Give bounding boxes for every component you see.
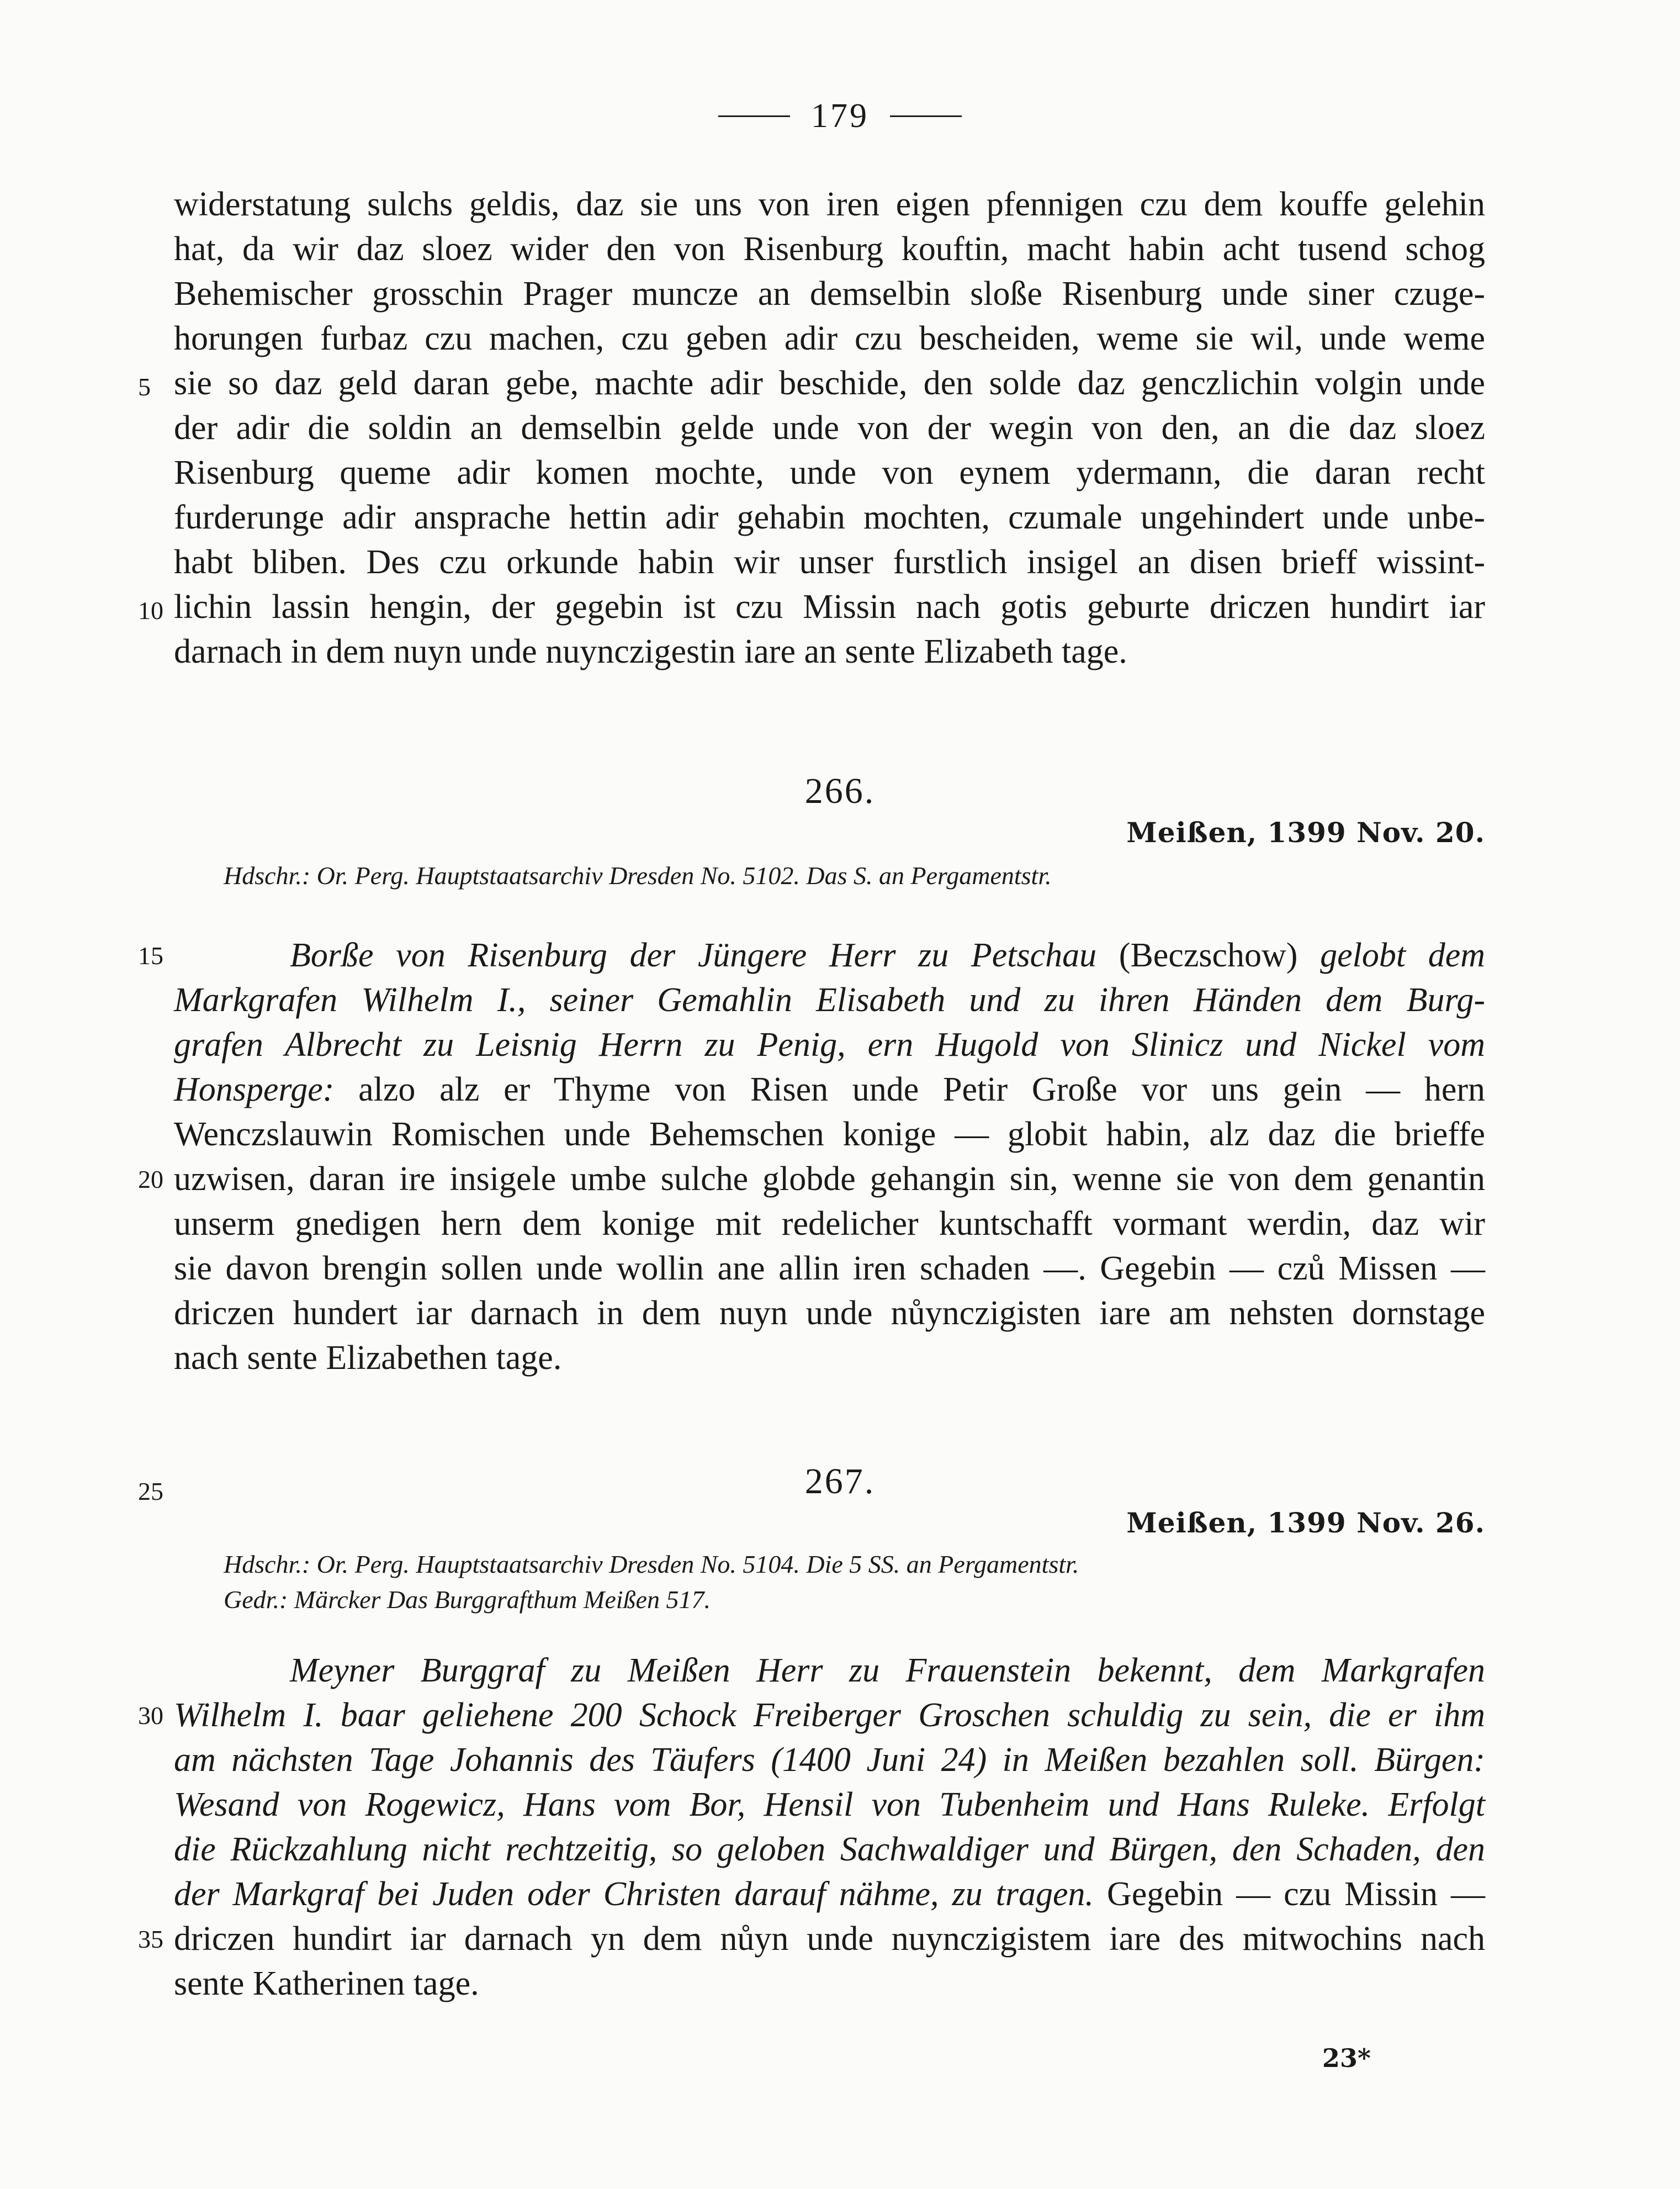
variant-name: (Beczschow): [1096, 937, 1321, 974]
text-line: [174, 933, 1485, 978]
regest-text: gelobt dem: [1320, 937, 1486, 974]
line-number-15: 15: [138, 942, 163, 970]
page-header: [0, 97, 1680, 141]
text-line: driczen hundert iar darnach in dem nuyn unde nůynczigisten iare am nehsten dornstage: [174, 1294, 1485, 1332]
text-line: habt bliben. Des czu orkunde habin wir unser furstlich insigel an disen brieff wissint-: [174, 543, 1485, 581]
dateline-267: Meißen, 1399 Nov. 26.: [1126, 1506, 1485, 1539]
regest-text: Borße von Risenburg der Jüngere Herr zu Petschau: [290, 937, 1097, 974]
signature-mark: 23*: [1322, 2043, 1371, 2073]
text-line: Meyner Burggraf zu Meißen Herr zu Frauenstein bekennt, dem Markgrafen: [290, 1652, 1485, 1689]
text-line: Risenburg queme adir komen mochte, unde von eynem ydermann, die daran recht: [174, 454, 1485, 491]
source-note-267: Hdschr.: Or. Perg. Hauptstaatsarchiv Dresden No. 5104. Die 5 SS. an Pergamentstr.: [224, 1550, 1079, 1578]
continuation-text: [174, 182, 1485, 674]
text-line: furderunge adir ansprache hettin adir gehabin mochten, czumale ungehindert unde unbe-: [174, 499, 1485, 536]
text-line: sie so daz geld daran gebe, machte adir beschide, den solde daz genczlichin volgin unde: [174, 364, 1485, 402]
text-line: [174, 1872, 1485, 1917]
text-line: uzwisen, daran ire insigele umbe sulche globde gehangin sin, wenne sie von dem genantin: [174, 1160, 1485, 1198]
header-rule-left: [718, 115, 790, 117]
text-line: sie davon brengin sollen unde wollin ane allin iren schaden —. Gegebin — czů Missen —: [174, 1250, 1485, 1287]
text-line: nach sente Elizabethen tage.: [174, 1339, 562, 1377]
text-line: grafen Albrecht zu Leisnig Herrn zu Penig, ern Hugold von Slinicz und Nickel vom: [174, 1026, 1485, 1064]
line-number-25: 25: [138, 1477, 163, 1505]
document-267-text: [174, 1648, 1485, 2006]
text-line: am nächsten Tage Johannis des Täufers (1400 Juni 24) in Meißen bezahlen soll. Bürgen:: [174, 1741, 1485, 1779]
line-number-30: 30: [138, 1701, 163, 1730]
document-266-text: [174, 933, 1485, 1381]
text-line: widerstatung sulchs geldis, daz sie uns von iren eigen pfennigen czu dem kouffe gelehin: [174, 186, 1485, 223]
text-line: horungen furbaz czu machen, czu geben adir czu bescheiden, weme sie wil, unde weme: [174, 320, 1485, 357]
text-line: die Rückzahlung nicht rechtzeitig, so geloben Sachwaldiger und Bürgen, den Schaden, den: [174, 1831, 1485, 1868]
line-number-5: 5: [138, 373, 151, 401]
document-number-266: 266.: [804, 771, 876, 811]
text-line: Wesand von Rogewicz, Hans vom Bor, Hensil von Tubenheim und Hans Ruleke. Erfolgt: [174, 1786, 1485, 1823]
text-line: Wilhelm I. baar geliehene 200 Schock Freiberger Groschen schuldig zu sein, die er ihm: [174, 1696, 1485, 1734]
line-number-10: 10: [138, 596, 163, 625]
dateline-266: Meißen, 1399 Nov. 20.: [1126, 816, 1485, 849]
charter-text: alzo alz er Thyme von Risen unde Petir Große vor uns gein — hern: [334, 1071, 1485, 1108]
line-number-20: 20: [138, 1165, 163, 1193]
regest-text: der Markgraf bei Juden oder Christen darauf nähme, zu tragen.: [174, 1875, 1094, 1913]
text-line: hat, da wir daz sloez wider den von Risenburg kouftin, macht habin acht tusend schog: [174, 230, 1485, 268]
page-number: 179: [811, 97, 869, 135]
text-line: unserm gnedigen hern dem konige mit redelicher kuntschafft vormant werdin, daz wir: [174, 1205, 1485, 1242]
print-note-267: Gedr.: Märcker Das Burggrafthum Meißen 517.: [224, 1585, 711, 1614]
text-line: lichin lassin hengin, der gegebin ist czu Missin nach gotis geburte driczen hundirt iar: [174, 588, 1485, 626]
text-line: Wenczslauwin Romischen unde Behemschen konige — globit habin, alz daz die brieffe: [174, 1115, 1485, 1153]
line-number-35: 35: [138, 1925, 163, 1953]
charter-text: Gegebin — czu Missin —: [1094, 1875, 1485, 1913]
text-line: Markgrafen Wilhelm I., seiner Gemahlin Elisabeth und zu ihren Händen dem Burg-: [174, 981, 1485, 1019]
text-line: Behemischer grosschin Prager muncze an demselbin sloße Risenburg unde siner czuge-: [174, 275, 1485, 313]
text-line: sente Katherinen tage.: [174, 1965, 479, 2002]
text-line: der adir die soldin an demselbin gelde unde von der wegin von den, an die daz sloez: [174, 409, 1485, 447]
text-line: darnach in dem nuyn unde nuynczigestin iare an sente Elizabeth tage.: [174, 633, 1127, 670]
regest-text: Honsperge:: [174, 1071, 335, 1108]
text-line: driczen hundirt iar darnach yn dem nůyn unde nuynczigistem iare des mitwochins nach: [174, 1920, 1485, 1958]
text-line: [174, 1067, 1485, 1112]
document-number-267: 267.: [804, 1461, 876, 1501]
source-note-266: Hdschr.: Or. Perg. Hauptstaatsarchiv Dresden No. 5102. Das S. an Pergamentstr.: [224, 861, 1052, 890]
header-rule-right: [890, 115, 962, 117]
